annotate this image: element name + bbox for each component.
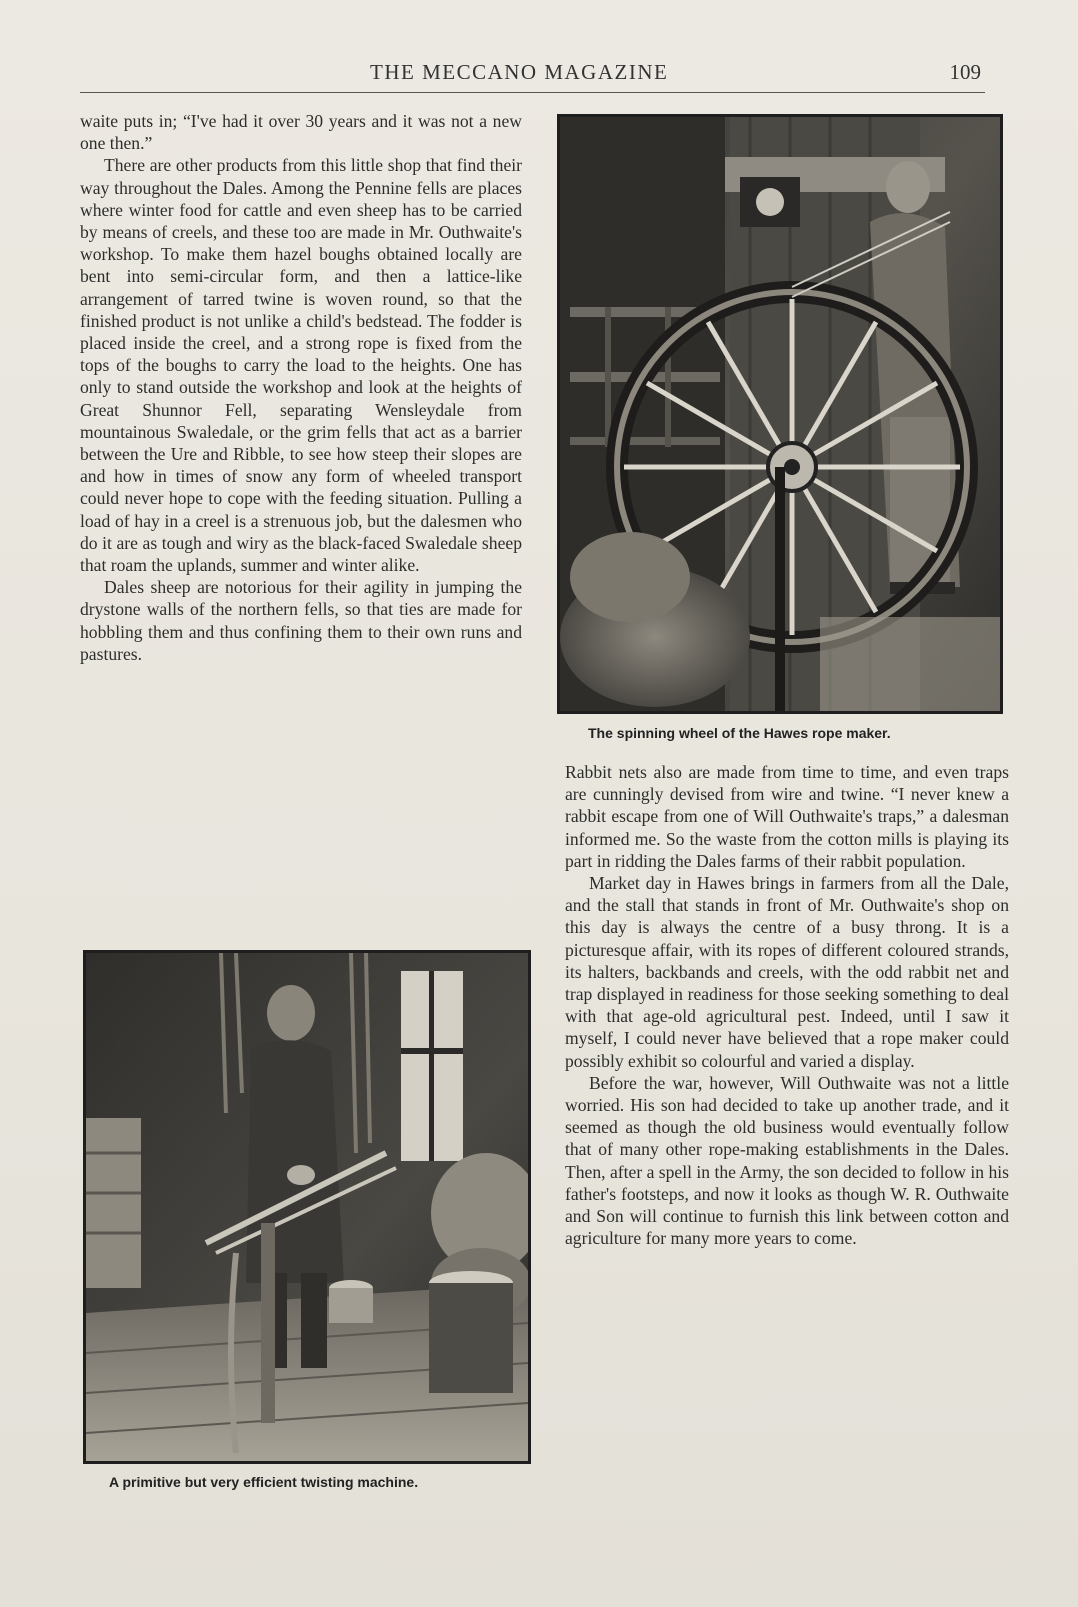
left-column: [80, 110, 522, 665]
spinning-wheel-illustration: [560, 117, 1000, 711]
paragraph: Rabbit nets also are made from time to time, and even traps are cunningly devised from wire and twine. “I never knew a rabbit escape from one of Will Outhwaite's traps,” a dalesman informed me. So the waste from the cotton mills is playing its part in ridding the Dales farms of their rabbit population.: [565, 762, 1009, 871]
journal-title: THE MECCANO MAGAZINE: [370, 60, 669, 84]
paragraph: Market day in Hawes brings in farmers from all the Dale, and the stall that stands in front of Mr. Outhwaite's shop on this day is always the centre of a busy throng. It is a picturesque affair, with its ropes of different coloured strands, its halters, backbands and creels, with the odd rabbit net and trap displayed in readiness for those seeking something to deal with that age-old agricultural pest. Indeed, until I saw it myself, I could never have believed that a rope maker could possibly exhibit so colourful and varied a display.: [565, 873, 1009, 1071]
twisting-machine-illustration: [86, 953, 528, 1461]
page-number: 109: [949, 60, 981, 84]
right-column: [565, 761, 1009, 1249]
running-head: [80, 58, 985, 93]
twisting-machine-caption: A primitive but very efficient twisting machine.: [109, 1474, 419, 1490]
paragraph: There are other products from this little shop that find their way throughout the Dales. Among the Pennine fells are places where winter food for cattle and even sheep has to be carried by means of creels, and these too are made in Mr. Outhwaite's workshop. To make them hazel boughs obtained locally are bent into semi-circular form, and then a lattice-like arrangement of tarred twine is woven round, so that the finished product is not unlike a child's bedstead. The fodder is placed inside the creel, and a strong rope is fixed from the tops of the boughs to carry the load to the heights. One has only to stand outside the workshop and look at the heights of Great Shunnor Fell, separating Wensleydale from mountainous Swaledale, or the grim fells that act as a barrier between the Ure and Ribble, to see how steep their slopes are and how in times of snow any form of wheeled transport could never hope to cope with the feeding situation. Pulling a load of hay in a creel is a strenuous job, but the dalesmen who do it are as tough and wiry as the black-faced Swaledale sheep that roam the uplands, summer and winter alike.: [80, 155, 522, 576]
paragraph: waite puts in; “I've had it over 30 years and it was not a new one then.”: [80, 111, 522, 154]
spinning-wheel-caption: The spinning wheel of the Hawes rope maker.: [588, 725, 891, 741]
paragraph: Before the war, however, Will Outhwaite was not a little worried. His son had decided to take up another trade, and it seemed as though the old business would eventually follow that of many other rope-making establishments in the Dales. Then, after a spell in the Army, the son decided to follow in his father's footsteps, and now it looks as though W. R. Outhwaite and Son will continue to furnish this link between cotton and agriculture for many more years to come.: [565, 1072, 1009, 1249]
twisting-machine-photo: [83, 950, 531, 1464]
paragraph: Dales sheep are notorious for their agility in jumping the drystone walls of the northern fells, so that ties are made for hobbling them and thus confining them to their own runs and pastures.: [80, 577, 522, 664]
spinning-wheel-photo: [557, 114, 1003, 714]
